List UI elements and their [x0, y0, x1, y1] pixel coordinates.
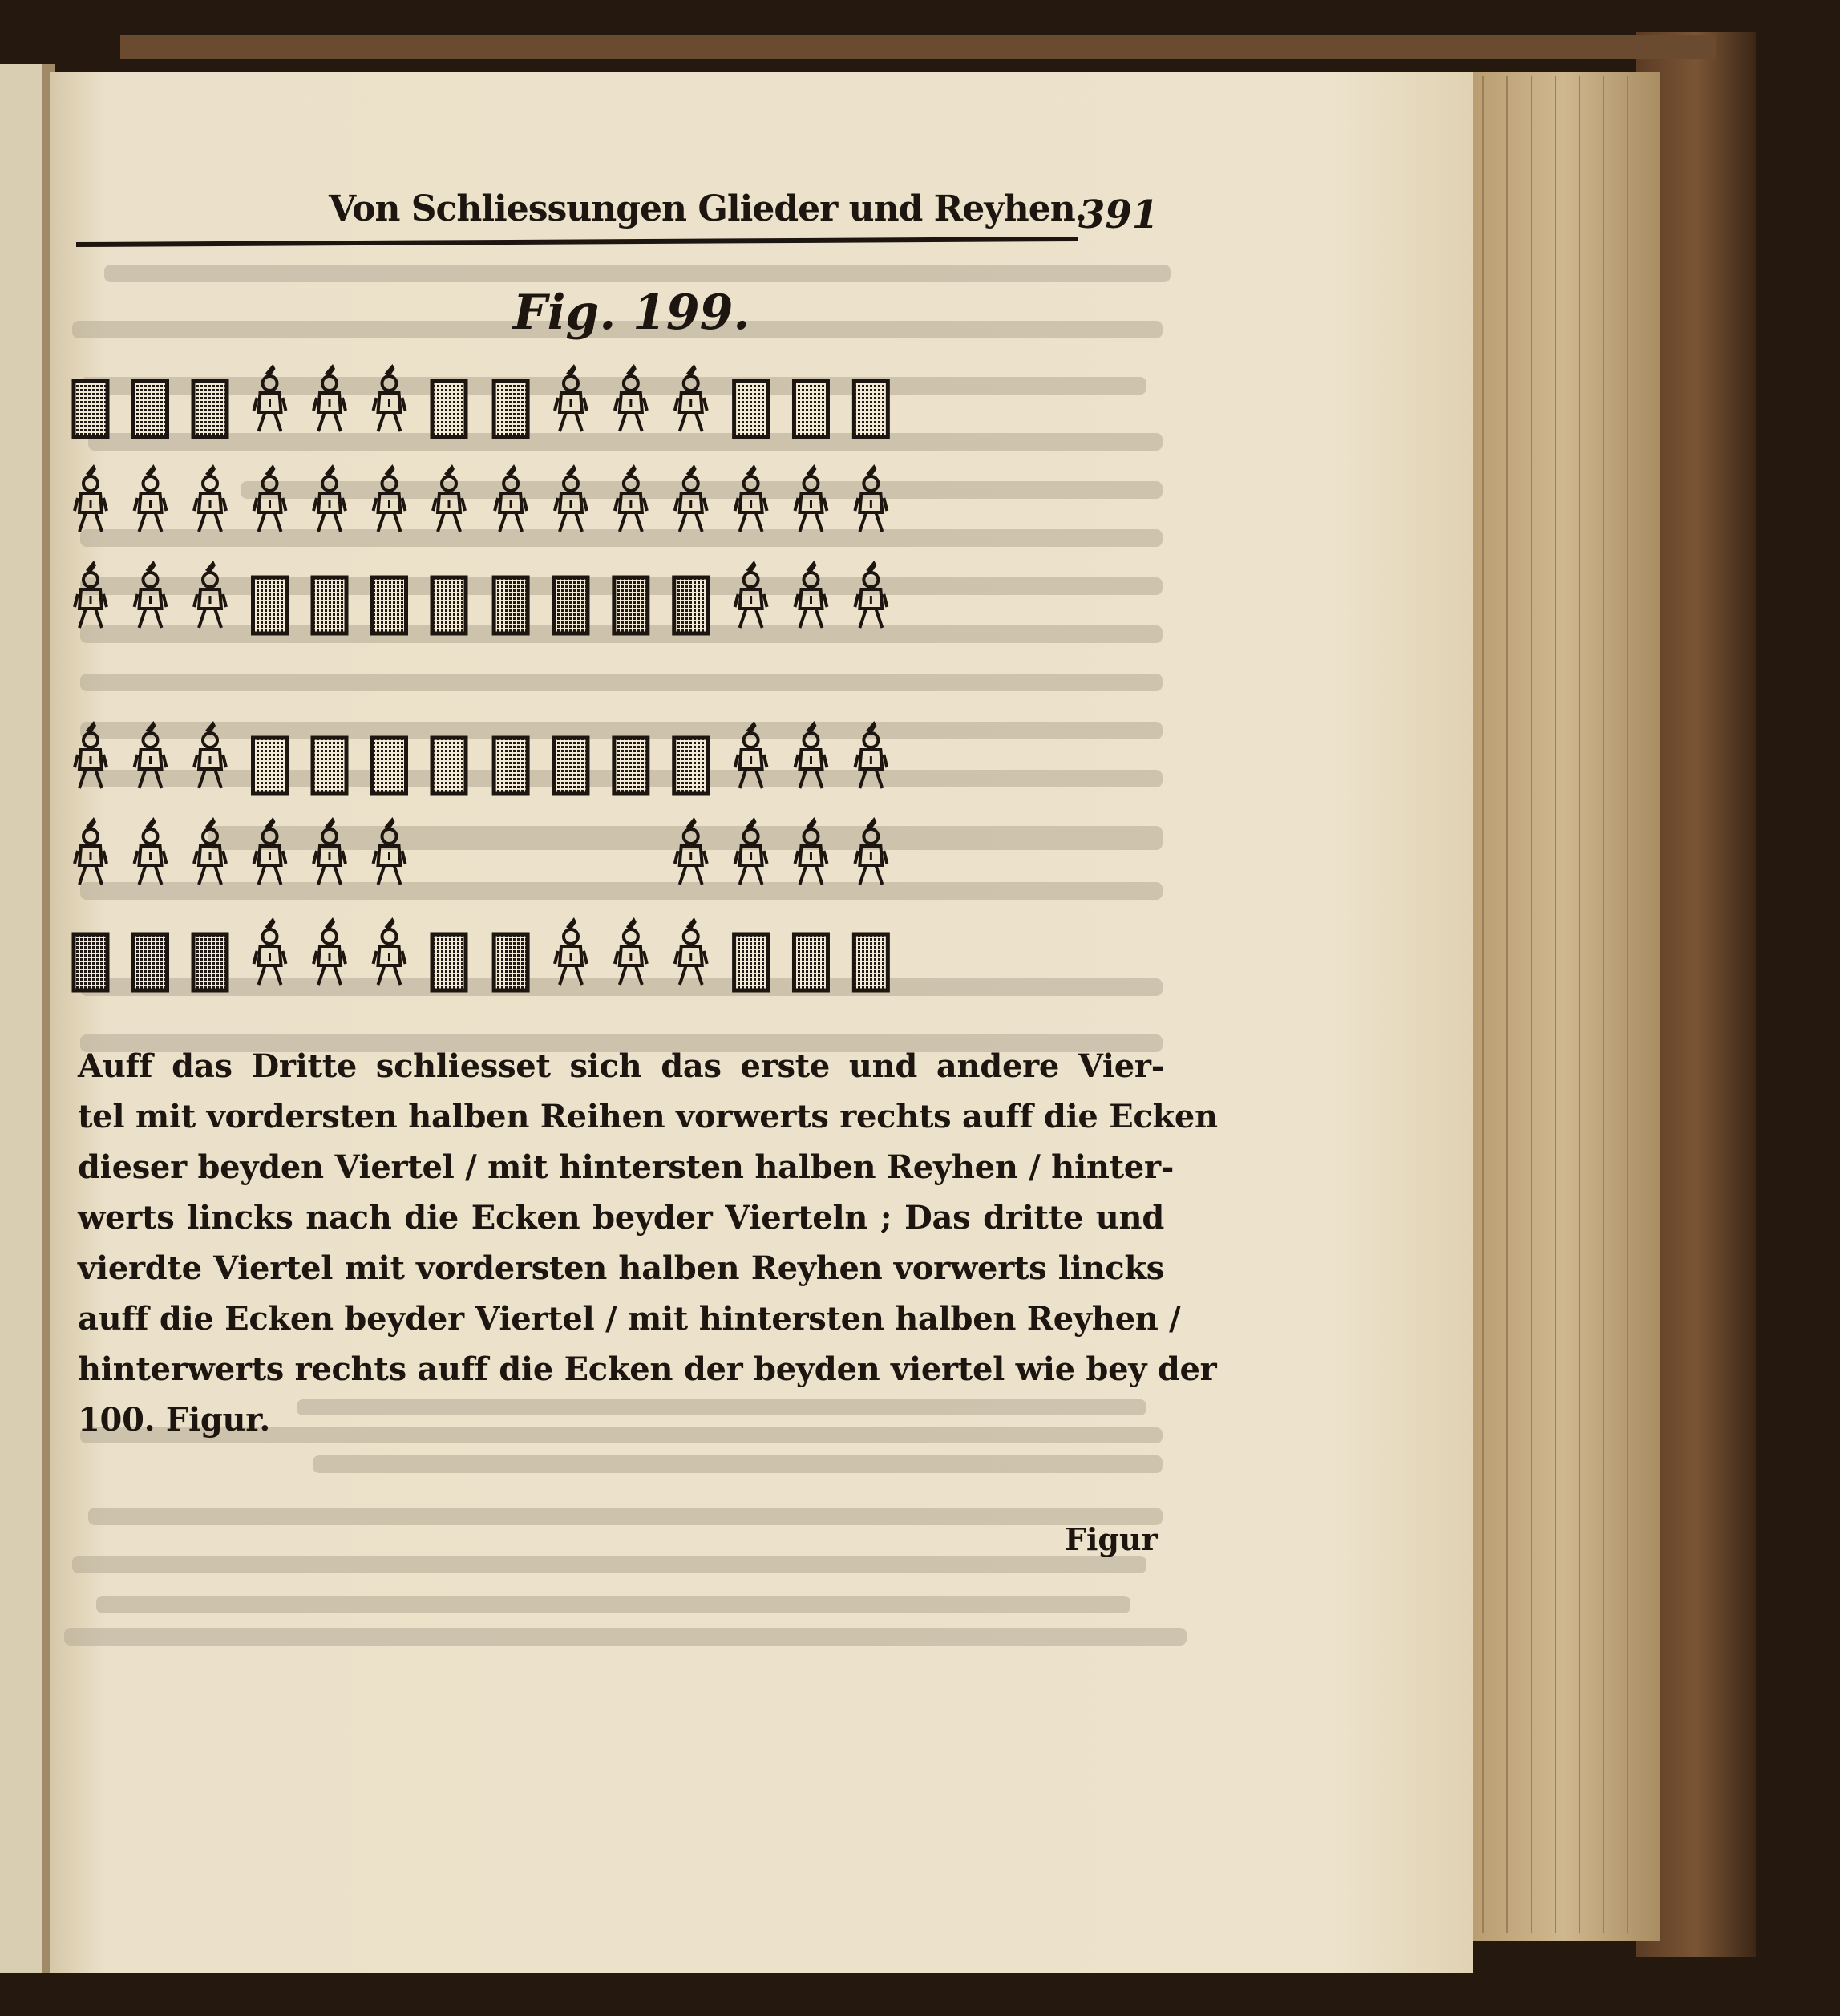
body-line: auff die Ecken beyder Viertel / mit hintersten halben Reyhen / [78, 1300, 1181, 1338]
body-line: tel mit vordersten halben Reihen vorwerts rechts auff die Ecken [78, 1098, 1218, 1136]
catchword: Figur [1065, 1521, 1158, 1557]
page-number: 391 [1078, 192, 1159, 237]
body-line: vierdte Viertel mit vordersten halben Reyhen vorwerts lincks [78, 1249, 1164, 1287]
body-line: dieser beyden Viertel / mit hintersten halben Reyhen / hinter- [78, 1148, 1175, 1186]
body-line: werts lincks nach die Ecken beyder Vierteln ; Das dritte und [78, 1199, 1164, 1237]
body-line: Auff das Dritte schliesset sich das erste und andere Vier- [78, 1047, 1164, 1085]
body-line: hinterwerts rechts auff die Ecken der beyden viertel wie bey der [78, 1350, 1217, 1388]
running-head: Von Schliessungen Glieder und Reyhen. [329, 188, 1087, 229]
figure-label: Fig. 199. [513, 285, 750, 341]
body-line: 100. Figur. [78, 1401, 271, 1439]
